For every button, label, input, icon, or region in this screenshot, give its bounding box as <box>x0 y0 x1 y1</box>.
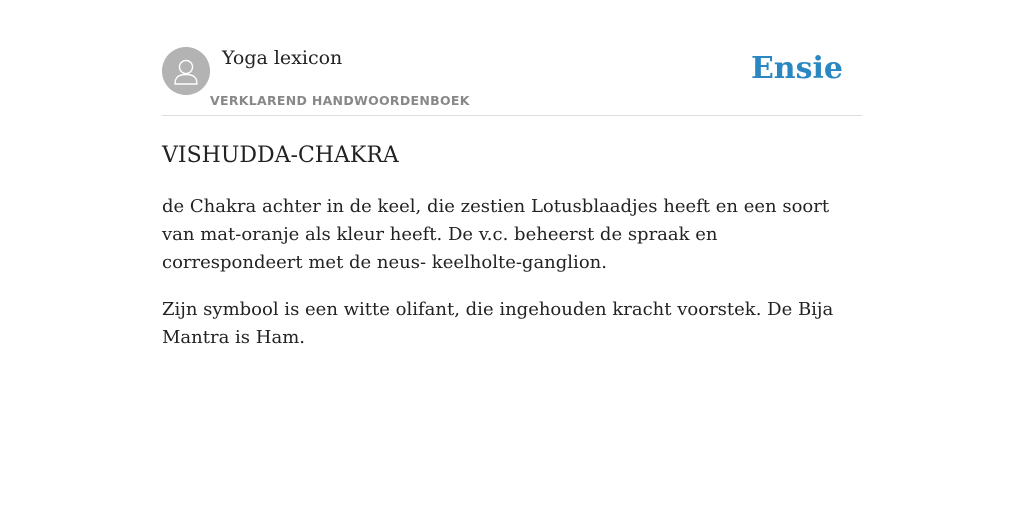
entry-definition <box>162 193 862 352</box>
definition-paragraph: Zijn symbool is een witte olifant, die ingehouden kracht voorstek. De Bija Mantra is Ham. <box>162 299 834 348</box>
lexicon-title[interactable]: Yoga lexicon <box>222 47 343 69</box>
page-container <box>162 0 862 352</box>
definition-paragraph: de Chakra achter in de keel, die zestien Lotusblaadjes heeft en een soort van mat-oranje als kleur heeft. De v.c. beheerst de spraak en correspondeert met de neus- keelholte-ganglion. <box>162 196 830 273</box>
user-silhouette-graphic <box>162 47 210 95</box>
entry-term: VISHUDDA-CHAKRA <box>162 143 399 168</box>
ensie-logo-link[interactable]: Ensie <box>750 51 843 86</box>
lexicon-header <box>162 0 862 116</box>
lexicon-subtitle: VERKLAREND HANDWOORDENBOEK <box>210 93 470 108</box>
user-silhouette-icon[interactable] <box>162 47 210 95</box>
